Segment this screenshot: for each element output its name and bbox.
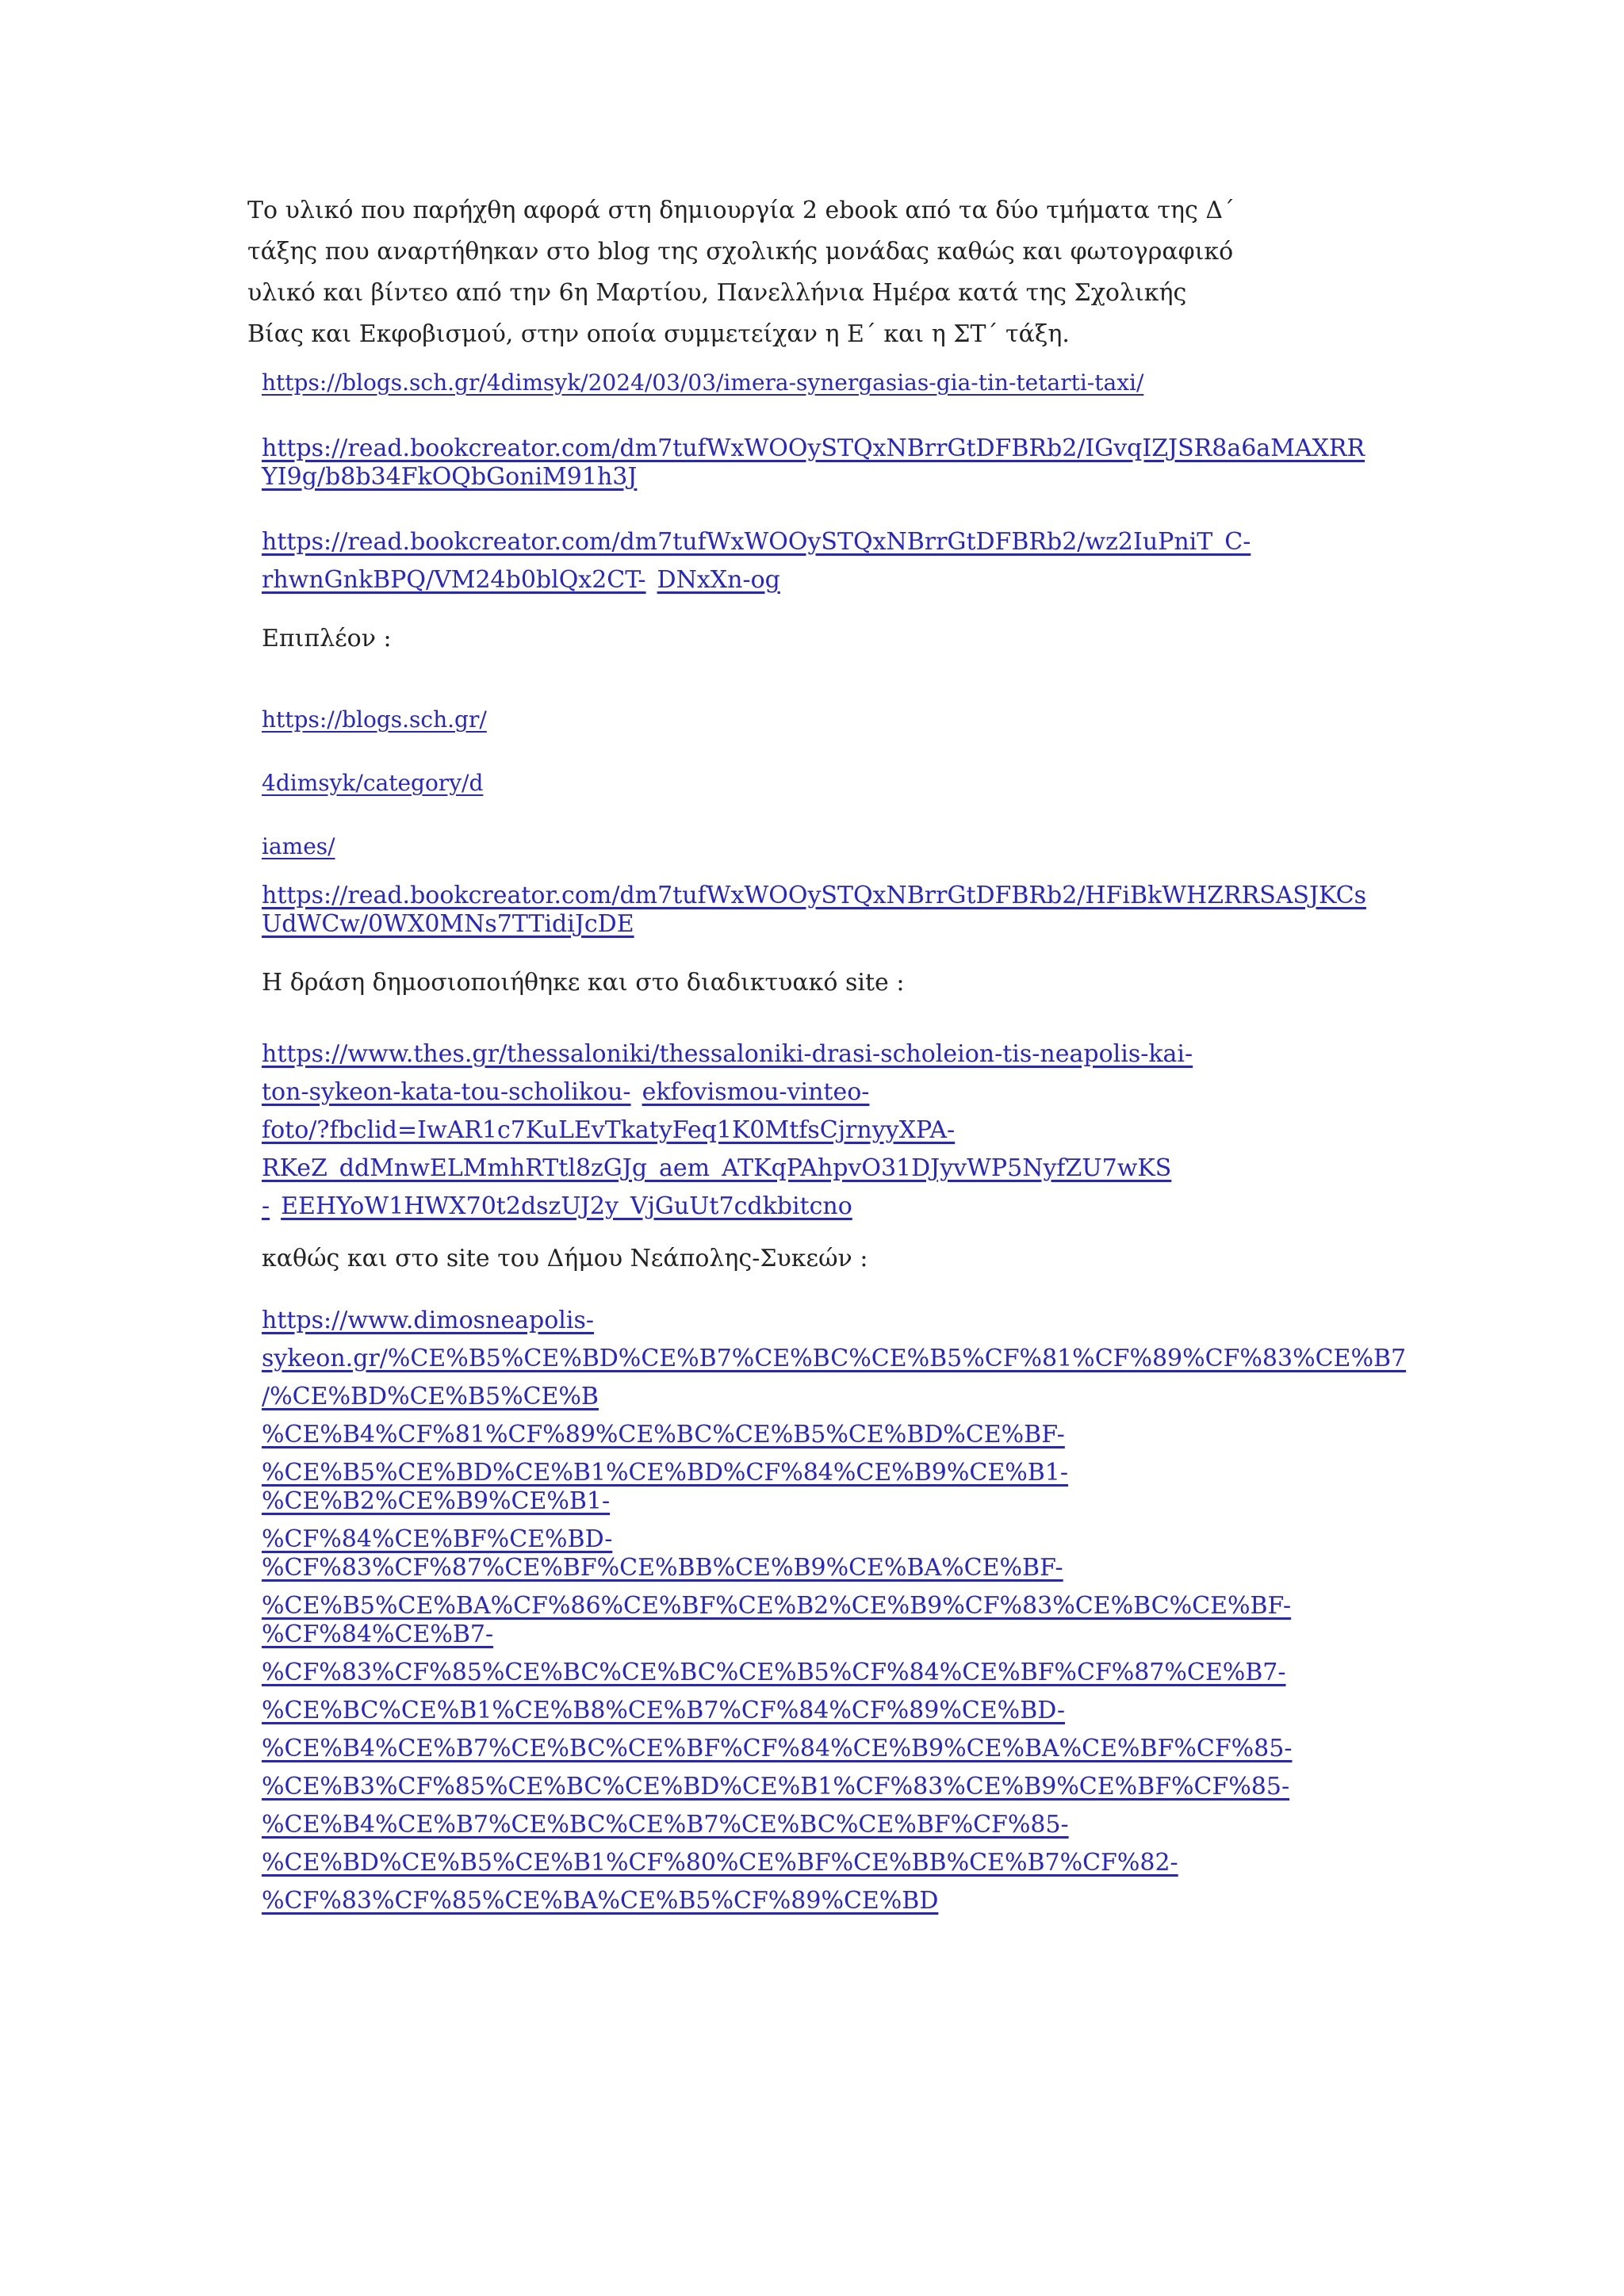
intro-paragraph xyxy=(247,190,1326,355)
ebook2-link-block xyxy=(262,523,1411,599)
ebook3-link-line[interactable]: https://read.bookcreator.com/dm7tufWxWOOySTQxNBrrGtDFBRb2/HFiBkWHZRRSASJKCs xyxy=(262,882,1366,909)
intro-line: τάξης που αναρτήθηκαν στο blog της σχολικής μονάδας καθώς και φωτογραφικό xyxy=(247,238,1234,266)
dimos-link-line[interactable]: %CF%84%CE%B7- xyxy=(262,1621,494,1648)
ebook2-link-line[interactable]: DNxXn-og xyxy=(657,566,780,594)
extra-label: Επιπλέον : xyxy=(262,625,392,652)
published-label: Η δράση δημοσιοποιήθηκε και στο διαδικτυακό site : xyxy=(262,969,905,997)
ebook2-link-line[interactable]: https://read.bookcreator.com/dm7tufWxWOOySTQxNBrrGtDFBRb2/wz2IuPniT_C- xyxy=(262,528,1251,556)
ebook2-link-line[interactable]: rhwnGnkBPQ/VM24b0blQx2CT- xyxy=(262,566,646,594)
ebook3-link-block xyxy=(262,882,1411,939)
ebook1-link-line[interactable]: https://read.bookcreator.com/dm7tufWxWOOySTQxNBrrGtDFBRb2/IGvqIZJSR8a6aMAXRR xyxy=(262,434,1365,462)
dimos-link-line[interactable]: sykeon.gr/%CE%B5%CE%BD%CE%B7%CE%BC%CE%B5%CF%81%CF%89%CF%83%CE%B7 xyxy=(262,1345,1407,1372)
thes-link-line[interactable]: foto/?fbclid=IwAR1c7KuLEvTkatyFeq1K0MtfsCjrnyyXPA- xyxy=(262,1116,956,1144)
dimos-link-line[interactable]: %CE%B5%CE%BD%CE%B1%CE%BD%CF%84%CE%B9%CE%B1- xyxy=(262,1459,1069,1487)
thes-link-line[interactable]: https://www.thes.gr/thessaloniki/thessaloniki-drasi-scholeion-tis-neapolis-kai- xyxy=(262,1040,1193,1068)
blog-link-block xyxy=(262,369,1411,396)
dimos-label-block xyxy=(262,1245,1411,1272)
intro-line: Το υλικό που παρήχθη αφορά στη δημιουργία 2 ebook από τα δύο τμήματα της Δ΄ xyxy=(247,197,1235,224)
thes-link-line[interactable]: - xyxy=(262,1192,270,1220)
dimos-link-line[interactable]: %CE%B4%CE%B7%CE%BC%CE%B7%CE%BC%CE%BF%CF%85- xyxy=(262,1811,1069,1839)
dimos-link-line[interactable]: https://www.dimosneapolis- xyxy=(262,1307,595,1334)
ebook3-link-line[interactable]: UdWCw/0WX0MNs7TTidiJcDE xyxy=(262,910,634,938)
ebook1-link-line[interactable]: YI9g/b8b34FkOQbGoniM91h3J xyxy=(262,463,638,491)
dimos-link-line[interactable]: %CE%B4%CF%81%CF%89%CE%BC%CE%B5%CE%BD%CE%BF- xyxy=(262,1421,1065,1448)
dimos-link-line[interactable]: %CF%83%CF%87%CE%BF%CE%BB%CE%B9%CE%BA%CE%BF- xyxy=(262,1554,1063,1582)
category-link-block xyxy=(262,688,1411,878)
intro-line: Βίας και Εκφοβισμού, στην οποία συμμετείχαν η Ε΄ και η ΣΤ΄ τάξη. xyxy=(247,320,1070,348)
published-label-block xyxy=(262,969,1411,997)
blog-day-link[interactable]: https://blogs.sch.gr/4dimsyk/2024/03/03/imera-synergasias-gia-tin-tetarti-taxi/ xyxy=(262,369,1144,396)
category-link-line[interactable]: 4dimsyk/category/d xyxy=(262,770,484,796)
dimos-label: καθώς και στο site του Δήμου Νεάπολης-Συκεών : xyxy=(262,1245,868,1272)
dimos-link-line[interactable]: %CF%83%CF%85%CE%BC%CE%BC%CE%B5%CF%84%CE%BF%CF%87%CE%B7- xyxy=(262,1659,1286,1686)
dimos-link-line[interactable]: %CE%B2%CE%B9%CE%B1- xyxy=(262,1487,611,1515)
dimos-link-line[interactable]: %CF%84%CE%BF%CE%BD- xyxy=(262,1525,613,1553)
category-link-line[interactable]: iames/ xyxy=(262,833,335,859)
thes-link-block xyxy=(262,1035,1411,1226)
intro-line: υλικό και βίντεο από την 6η Μαρτίου, Πανελλήνια Ημέρα κατά της Σχολικής xyxy=(247,279,1187,307)
ebook1-link-block xyxy=(262,434,1411,492)
dimos-link-line[interactable]: %CF%83%CF%85%CE%BA%CE%B5%CF%89%CE%BD xyxy=(262,1887,939,1915)
dimos-link-line[interactable]: %CE%B3%CF%85%CE%BC%CE%BD%CE%B1%CF%83%CE%B9%CE%BF%CF%85- xyxy=(262,1773,1290,1800)
dimos-link-line[interactable]: %CE%B5%CE%BA%CF%86%CE%BF%CE%B2%CE%B9%CF%83%CE%BC%CE%BF- xyxy=(262,1592,1292,1620)
thes-link-line[interactable]: EEHYoW1HWX70t2dszUJ2y_VjGuUt7cdkbitcno xyxy=(281,1192,852,1220)
dimos-link-line[interactable]: %CE%BD%CE%B5%CE%B1%CF%80%CE%BF%CE%BB%CE%B7%CF%82- xyxy=(262,1849,1178,1877)
extra-label-block xyxy=(262,625,1411,652)
category-link-line[interactable]: https://blogs.sch.gr/ xyxy=(262,706,487,733)
thes-link-line[interactable]: RKeZ_ddMnwELMmhRTtl8zGJg_aem_ATKqPAhpvO31DJyvWP5NyfZU7wKS xyxy=(262,1154,1172,1182)
dimos-link-line[interactable]: %CE%BC%CE%B1%CE%B8%CE%B7%CF%84%CF%89%CE%BD- xyxy=(262,1697,1065,1724)
dimos-link-line[interactable]: /%CE%BD%CE%B5%CE%B xyxy=(262,1383,599,1410)
thes-link-line[interactable]: ekfovismou-vinteo- xyxy=(642,1078,870,1106)
thes-link-line[interactable]: ton-sykeon-kata-tou-scholikou- xyxy=(262,1078,631,1106)
dimos-link-line[interactable]: %CE%B4%CE%B7%CE%BC%CE%BF%CF%84%CE%B9%CE%BA%CE%BF%CF%85- xyxy=(262,1735,1293,1762)
